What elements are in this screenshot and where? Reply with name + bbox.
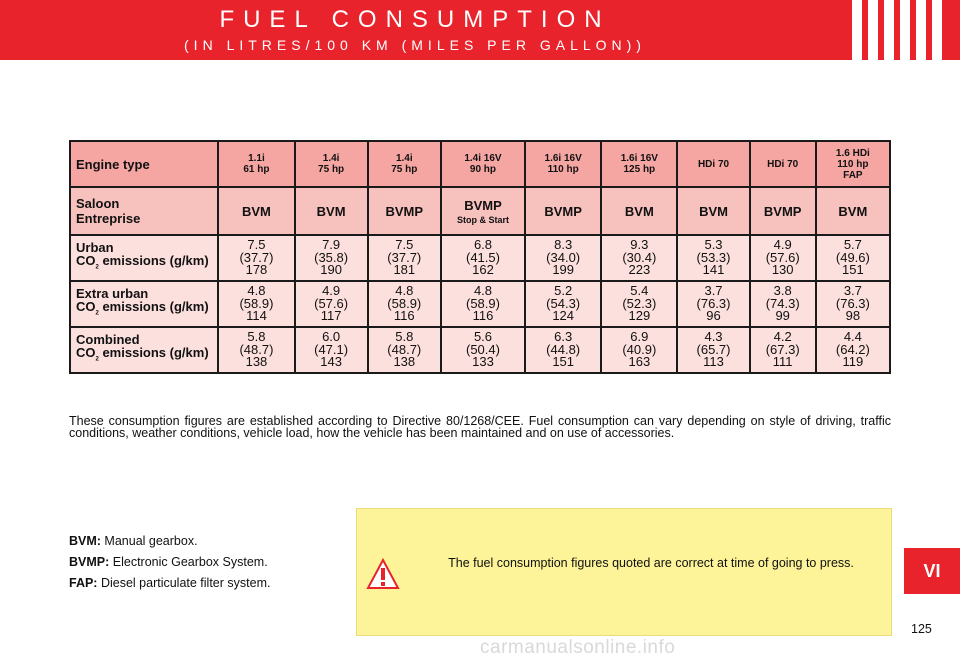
engine-type-cell: 1.6i 16V 125 hp bbox=[601, 141, 677, 187]
consumption-value-cell: 4.3 (65.7) 113 bbox=[677, 327, 749, 373]
gearbox-cell: BVM bbox=[677, 187, 749, 235]
gearbox-cell: BVM bbox=[816, 187, 890, 235]
consumption-row-label: Extra urban $CO_2$ emissions (g/km) bbox=[70, 281, 218, 327]
engine-type-cell: 1.6 HDi 110 hp FAP bbox=[816, 141, 890, 187]
chapter-tab: VI bbox=[904, 548, 960, 594]
consumption-value-cell: 7.5 (37.7) 181 bbox=[368, 235, 441, 281]
consumption-row bbox=[70, 327, 890, 373]
engine-type-cell: 1.6i 16V 110 hp bbox=[525, 141, 601, 187]
consumption-value-cell: 4.8 (58.9) 116 bbox=[441, 281, 525, 327]
engine-type-cell: 1.4i 75 hp bbox=[295, 141, 368, 187]
engine-type-cell: 1.1i 61 hp bbox=[218, 141, 294, 187]
consumption-row-label: Urban $CO_2$ emissions (g/km) bbox=[70, 235, 218, 281]
consumption-value-cell: 4.8 (58.9) 114 bbox=[218, 281, 294, 327]
gearbox-cell: BVMP bbox=[368, 187, 441, 235]
entreprise-label: Entreprise bbox=[76, 211, 141, 226]
gearbox-cell: BVM bbox=[295, 187, 368, 235]
consumption-value-cell: 5.8 (48.7) 138 bbox=[218, 327, 294, 373]
consumption-value-cell: 7.5 (37.7) 178 bbox=[218, 235, 294, 281]
gearbox-cell: BVMP Stop & Start bbox=[441, 187, 525, 235]
gearbox-row-label bbox=[70, 187, 218, 235]
consumption-value-cell: 4.9 (57.6) 117 bbox=[295, 281, 368, 327]
warning-triangle-icon bbox=[366, 558, 400, 590]
consumption-value-cell: 6.8 (41.5) 162 bbox=[441, 235, 525, 281]
consumption-row-label: Combined $CO_2$ emissions (g/km) bbox=[70, 327, 218, 373]
warning-text: The fuel consumption figures quoted are correct at time of going to press. bbox=[448, 556, 854, 570]
consumption-value-cell: 4.2 (67.3) 111 bbox=[750, 327, 816, 373]
gearbox-cell: BVMP bbox=[750, 187, 816, 235]
engine-type-cell: 1.4i 16V 90 hp bbox=[441, 141, 525, 187]
consumption-value-cell: 5.7 (49.6) 151 bbox=[816, 235, 890, 281]
gearbox-legend bbox=[69, 531, 270, 594]
engine-type-cell: HDi 70 bbox=[750, 141, 816, 187]
saloon-label: Saloon bbox=[76, 196, 120, 211]
consumption-value-cell: 3.7 (76.3) 96 bbox=[677, 281, 749, 327]
page-number: 125 bbox=[911, 622, 932, 636]
consumption-value-cell: 7.9 (35.8) 190 bbox=[295, 235, 368, 281]
consumption-value-cell: 9.3 (30.4) 223 bbox=[601, 235, 677, 281]
legend-item-bvmp: BVMP: Electronic Gearbox System. bbox=[69, 555, 268, 569]
fuel-consumption-table bbox=[69, 140, 891, 374]
engine-type-cell: HDi 70 bbox=[677, 141, 749, 187]
legend-item-fap: FAP: Diesel particulate filter system. bbox=[69, 576, 271, 590]
consumption-value-cell: 3.7 (76.3) 98 bbox=[816, 281, 890, 327]
warning-box bbox=[356, 508, 892, 636]
watermark: carmanualsonline.info bbox=[480, 637, 676, 658]
legend-item-bvm: BVM: Manual gearbox. bbox=[69, 534, 198, 548]
consumption-value-cell: 4.4 (64.2) 119 bbox=[816, 327, 890, 373]
consumption-value-cell: 8.3 (34.0) 199 bbox=[525, 235, 601, 281]
consumption-row bbox=[70, 235, 890, 281]
consumption-value-cell: 6.0 (47.1) 143 bbox=[295, 327, 368, 373]
consumption-value-cell: 6.9 (40.9) 163 bbox=[601, 327, 677, 373]
consumption-note: These consumption figures are established according to Directive 80/1268/CEE. Fuel consumption can vary depending on style of driving, traffic conditions, weather conditions, vehicle load, how the vehicle has been maintained and on use of accessories. bbox=[69, 414, 891, 440]
consumption-value-cell: 4.8 (58.9) 116 bbox=[368, 281, 441, 327]
consumption-value-cell: 5.3 (53.3) 141 bbox=[677, 235, 749, 281]
gearbox-cell: BVM bbox=[601, 187, 677, 235]
consumption-value-cell: 5.8 (48.7) 138 bbox=[368, 327, 441, 373]
consumption-row bbox=[70, 281, 890, 327]
engine-type-label: Engine type bbox=[70, 141, 218, 187]
gearbox-cell: BVM bbox=[218, 187, 294, 235]
page-subtitle: (IN LITRES/100 KM (MILES PER GALLON)) bbox=[184, 37, 646, 53]
consumption-value-cell: 5.6 (50.4) 133 bbox=[441, 327, 525, 373]
consumption-value-cell: 3.8 (74.3) 99 bbox=[750, 281, 816, 327]
consumption-value-cell: 6.3 (44.8) 151 bbox=[525, 327, 601, 373]
consumption-value-cell: 4.9 (57.6) 130 bbox=[750, 235, 816, 281]
page-header bbox=[0, 0, 960, 60]
consumption-value-cell: 5.4 (52.3) 129 bbox=[601, 281, 677, 327]
consumption-value-cell: 5.2 (54.3) 124 bbox=[525, 281, 601, 327]
gearbox-cell: BVMP bbox=[525, 187, 601, 235]
gearbox-row bbox=[70, 187, 890, 235]
page-title: FUEL CONSUMPTION bbox=[219, 6, 611, 33]
engine-type-cell: 1.4i 75 hp bbox=[368, 141, 441, 187]
engine-type-row bbox=[70, 141, 890, 187]
